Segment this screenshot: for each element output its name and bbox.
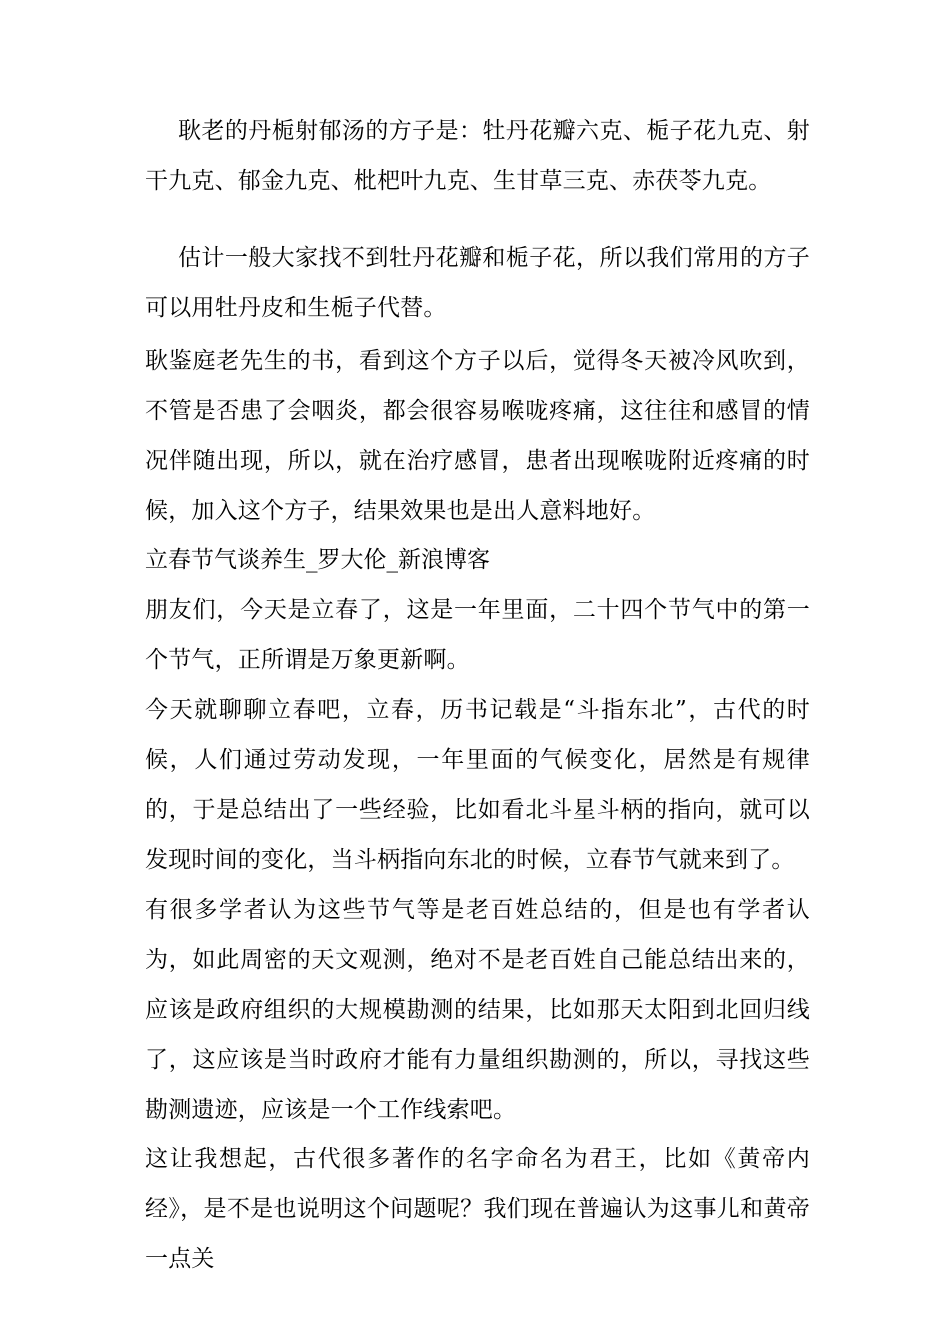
paragraph-scholars: 有很多学者认为这些节气等是老百姓总结的，但是也有学者认为，如此周密的天文观测，绝对不是老百姓自己能总结出来的，应该是政府组织的大规模勘测的结果，比如那天太阳到北回归线了，这应该是当时政府才能有力量组织勘测的，所以，寻找这些勘测遗迹，应该是一个工作线索吧。 (145, 897, 810, 1123)
paragraph-lichun-intro: 朋友们，今天是立春了，这是一年里面，二十四个节气中的第一个节气，正所谓是万象更新啊。 (145, 597, 810, 673)
paragraph-geng-book: 耿鉴庭老先生的书，看到这个方子以后，觉得冬天被冷风吹到，不管是否患了会咽炎，都会很容易喉咙疼痛，这往往和感冒的情况伴随出现，所以，就在治疗感冒，患者出现喉咙附近疼痛的时候，加入这个方子，结果效果也是出人意料地好。 (145, 348, 810, 524)
paragraph-substitute: 估计一般大家找不到牡丹花瓣和栀子花，所以我们常用的方子可以用牡丹皮和生栀子代替。 (145, 245, 810, 321)
paragraph-formula: 耿老的丹栀射郁汤的方子是：牡丹花瓣六克、栀子花九克、射干九克、郁金九克、枇杷叶九克、生甘草三克、赤茯苓九克。 (145, 118, 810, 194)
paragraph-huangdi: 这让我想起，古代很多著作的名字命名为君王，比如《黄帝内经》，是不是也说明这个问题呢？我们现在普遍认为这事儿和黄帝一点关 (145, 1146, 810, 1272)
paragraph-lichun-beidou: 今天就聊聊立春吧，立春，历书记载是“斗指东北”，古代的时候，人们通过劳动发现，一年里面的气候变化，居然是有规律的，于是总结出了一些经验，比如看北斗星斗柄的指向，就可以发现时间的变化，当斗柄指向东北的时候，立春节气就来到了。 (145, 697, 810, 873)
article-title: 立春节气谈养生_罗大伦_新浪博客 (145, 547, 490, 573)
